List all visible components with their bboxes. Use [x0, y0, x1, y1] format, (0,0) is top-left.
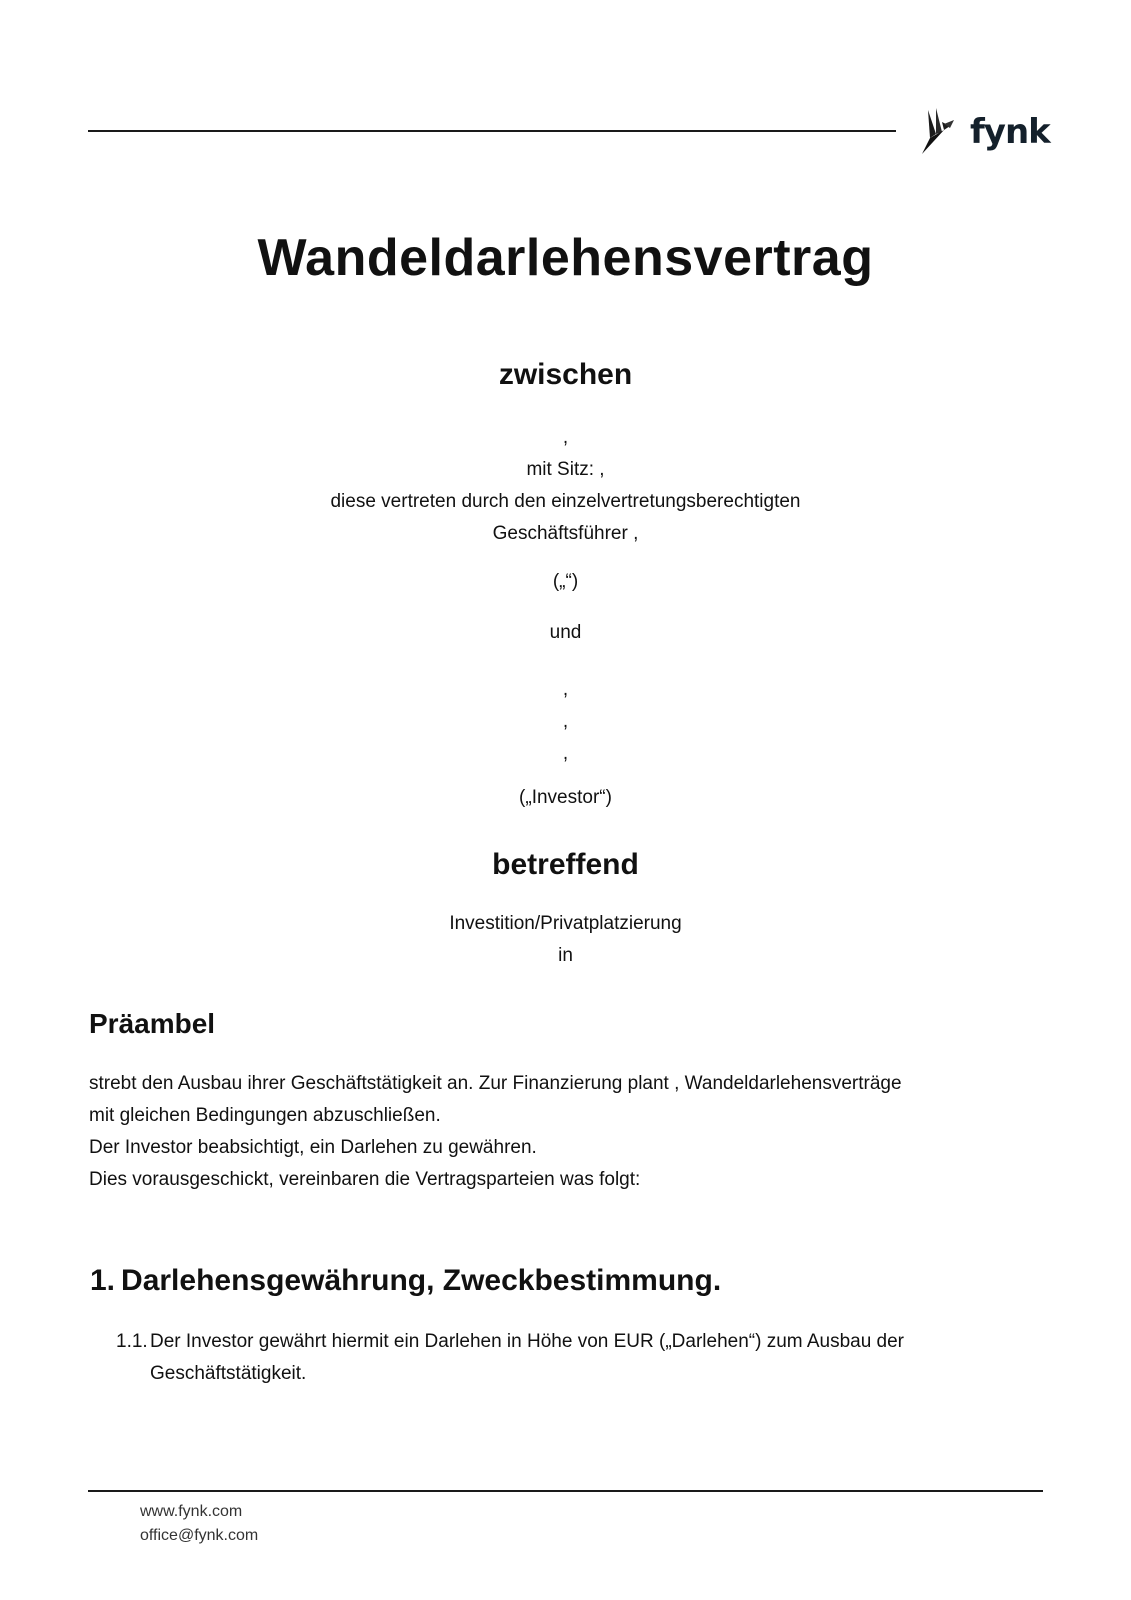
footer	[140, 1500, 258, 1548]
footer-divider	[88, 1490, 1043, 1492]
brand-logo	[920, 104, 1050, 160]
party2-label: („Investor“)	[519, 787, 612, 808]
clause-text: Der Investor gewährt hiermit ein Darlehen in Höhe von EUR („Darlehen“) zum Ausbau der Geschäftstätigkeit.	[150, 1331, 905, 1384]
party2-line: ,	[562, 711, 569, 732]
party1-line: ,	[562, 427, 569, 448]
preamble-text	[89, 1068, 1029, 1196]
clause	[116, 1326, 1016, 1390]
party1-line: mit Sitz: ,	[526, 459, 605, 480]
clause-number: 1.1.	[116, 1331, 148, 1352]
regarding-line: Investition/Privatplatzierung	[449, 913, 682, 934]
preamble-heading: Präambel	[89, 1008, 216, 1039]
preamble-line: mit gleichen Bedingungen abzuschließen.	[89, 1105, 441, 1126]
brand-name: fynk	[970, 112, 1050, 152]
origami-bird-icon	[920, 104, 966, 161]
footer-website[interactable]: www.fynk.com	[140, 1503, 243, 1520]
preamble-line: strebt den Ausbau ihrer Geschäftstätigkeit an. Zur Finanzierung plant , Wandeldarlehensverträge	[89, 1073, 902, 1094]
between-heading: zwischen	[498, 358, 633, 391]
section-title: Darlehensgewährung, Zweckbestimmung.	[121, 1264, 722, 1297]
party2-line: ,	[562, 679, 569, 700]
and-label: und	[549, 622, 582, 643]
party2-line: ,	[562, 743, 569, 764]
section-heading	[90, 1264, 721, 1298]
regarding-line: in	[558, 945, 573, 966]
preamble-line: Dies vorausgeschickt, vereinbaren die Vertragsparteien was folgt:	[89, 1169, 641, 1190]
party1-line: Geschäftsführer ,	[492, 523, 639, 544]
section-number: 1.	[90, 1264, 116, 1297]
party1-label: („“)	[552, 571, 579, 592]
preamble-line: Der Investor beabsichtigt, ein Darlehen zu gewähren.	[89, 1137, 537, 1158]
footer-email[interactable]: office@fynk.com	[140, 1527, 259, 1544]
document-title: Wandeldarlehensvertrag	[257, 229, 874, 287]
party1-line: diese vertreten durch den einzelvertretungsberechtigten	[330, 491, 801, 512]
party2-block	[0, 674, 1131, 770]
regarding-heading: betreffend	[492, 848, 639, 881]
regarding-block	[0, 908, 1131, 972]
party1-block	[0, 422, 1131, 550]
header-divider	[88, 130, 896, 132]
